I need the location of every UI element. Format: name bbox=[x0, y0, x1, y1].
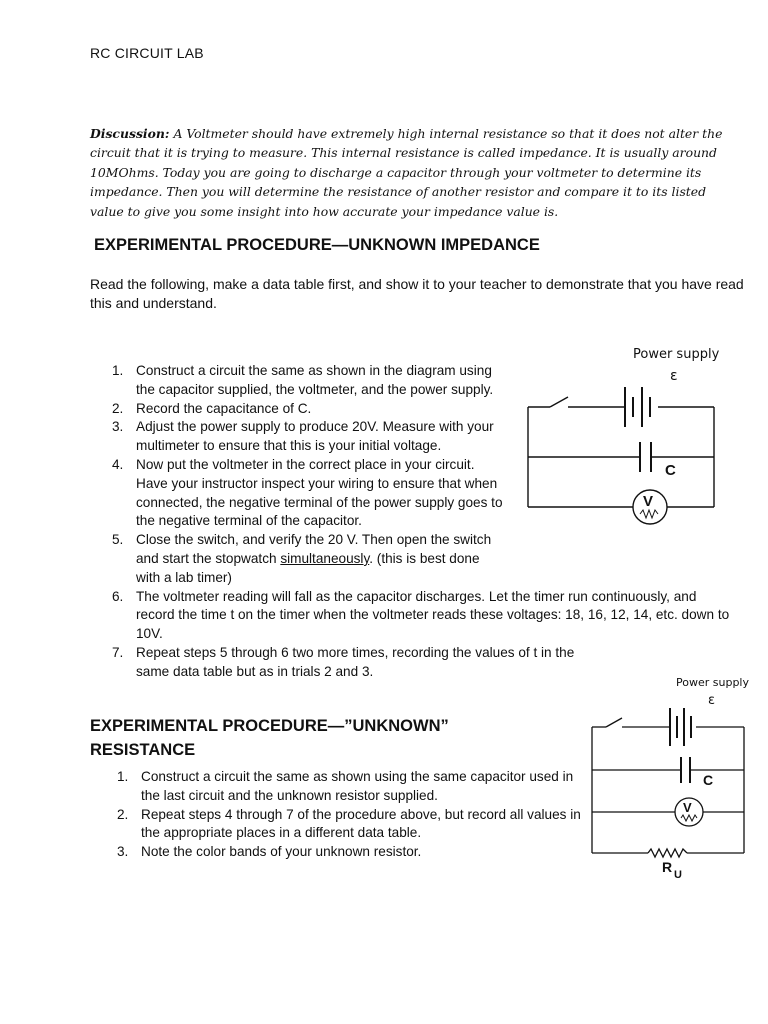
list-item: 1. Construct a circuit the same as shown in the diagram using the capacitor supplied, the voltmeter, and the power supply. bbox=[112, 363, 494, 397]
list-item: 2. Record the capacitance of C. bbox=[112, 400, 312, 416]
resistor-label: R bbox=[662, 859, 673, 875]
document-title: RC CIRCUIT LAB bbox=[90, 45, 204, 61]
circuit-diagram-impedance bbox=[520, 340, 730, 535]
section1-heading: EXPERIMENTAL PROCEDURE—UNKNOWN IMPEDANCE bbox=[94, 236, 540, 254]
capacitor-label: C bbox=[665, 462, 676, 479]
list-item: 6. The voltmeter reading will fall as the capacitor discharges. Let the timer run continuously, and record the time t on the timer when the voltmeter reads these voltages: 18, 16, 12, 14, etc. down to 10V. bbox=[112, 588, 730, 642]
voltmeter-label: V bbox=[683, 800, 692, 815]
capacitor-label: C bbox=[703, 772, 714, 788]
discussion-label: Discussion: bbox=[90, 126, 170, 141]
section2-heading: EXPERIMENTAL PROCEDURE—”UNKNOWN” RESISTANCE bbox=[90, 717, 449, 759]
circuit-diagram-resistance bbox=[584, 670, 759, 880]
list-item: 7. Repeat steps 5 through 6 two more times, recording the values of t in the same data table but as in trials 2 and 3. bbox=[112, 644, 575, 679]
section2-steps bbox=[117, 768, 581, 862]
power-supply-label: Power supply bbox=[633, 347, 720, 362]
list-item: 2. Repeat steps 4 through 7 of the procedure above, but record all values in the appropriate places in a different data table. bbox=[117, 806, 581, 841]
discussion-text: A Voltmeter should have extremely high internal resistance so that it does not alter the circuit that it is trying to measure. This internal resistance is called impedance. It is usually around 10MOhms. Today you are going to discharge a capacitor through your voltmeter to determine its impedance. Then you will determine the resistance of another resistor and compare it to its listed value to give you some insight into how accurate your impedance value is. bbox=[90, 126, 723, 219]
discussion-paragraph bbox=[90, 124, 742, 221]
power-supply-label: Power supply bbox=[676, 676, 749, 689]
switch bbox=[550, 397, 568, 407]
emf-label: ε bbox=[708, 693, 716, 708]
voltmeter-label: V bbox=[643, 493, 654, 510]
switch bbox=[606, 718, 622, 727]
list-item: 4. Now put the voltmeter in the correct place in your circuit. Have your instructor inspect your wiring to ensure that when connected, the negative terminal of the power supply goes to the negative terminal of the capacitor. bbox=[112, 456, 503, 529]
emf-label: ε bbox=[670, 368, 678, 384]
resistor-subscript: U bbox=[674, 869, 682, 880]
list-item: 5. Close the switch, and verify the 20 V. Then open the switch and start the stopwatch simultaneously. (this is best done with a lab timer) bbox=[112, 532, 492, 585]
list-item: 1. Construct a circuit the same as shown using the same capacitor used in the last circuit and the unknown resistor supplied. bbox=[117, 769, 574, 803]
list-item: 3. Note the color bands of your unknown resistor. bbox=[117, 844, 422, 860]
list-item: 3. Adjust the power supply to produce 20V. Measure with your multimeter to ensure that this is your initial voltage. bbox=[112, 419, 494, 454]
section1-intro: Read the following, make a data table first, and show it to your teacher to demonstrate that you have read this and understand. bbox=[90, 276, 744, 311]
